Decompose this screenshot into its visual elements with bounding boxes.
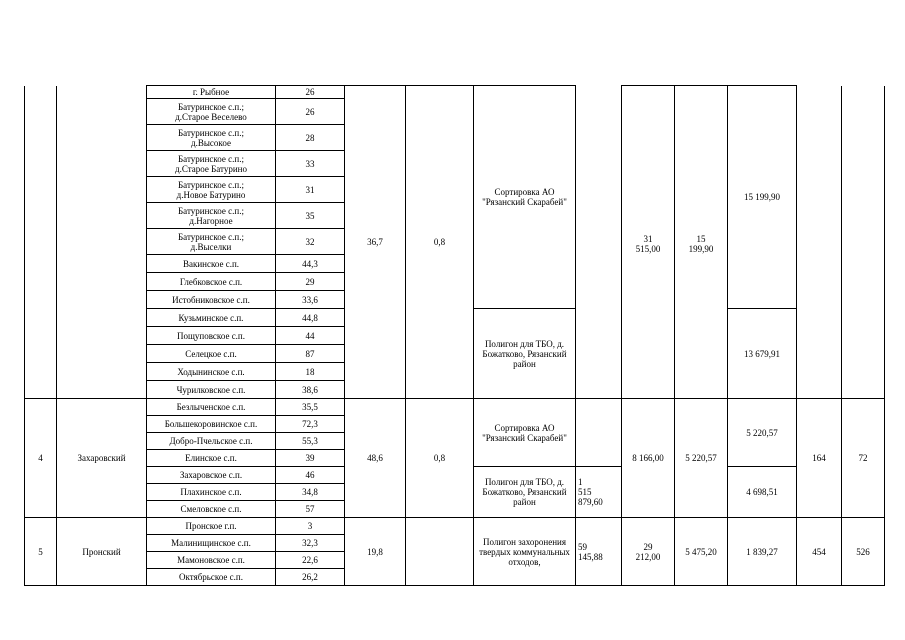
distance-cell: 32 xyxy=(276,229,345,255)
volume-cell: 59 145,88 xyxy=(576,518,622,586)
destination-cell: Сортировка АО "Рязанский Скарабей" xyxy=(474,86,576,309)
settlement-cell: Батуринское с.п.; д.Старое Веселево xyxy=(147,99,276,125)
distance-cell: 31 xyxy=(276,177,345,203)
distance-cell: 35 xyxy=(276,203,345,229)
settlement-cell: г. Рыбное xyxy=(147,86,276,99)
settlement-cell: Вакинское с.п. xyxy=(147,255,276,273)
settlement-cell: Мамоновское с.п. xyxy=(147,552,276,569)
settlement-cell: Малинищинское с.п. xyxy=(147,535,276,552)
col12-cell: 164 xyxy=(797,399,842,518)
distance-cell: 34,8 xyxy=(276,484,345,501)
distance-cell: 26 xyxy=(276,99,345,125)
settlement-cell: Плахинское с.п. xyxy=(147,484,276,501)
settlement-cell: Ходынинское с.п. xyxy=(147,363,276,381)
total-cell: 31 515,00 xyxy=(622,86,675,399)
distance-cell: 33,6 xyxy=(276,291,345,309)
avg-distance-cell: 48,6 xyxy=(345,399,406,518)
distance-cell: 22,6 xyxy=(276,552,345,569)
row-number-cell xyxy=(25,86,57,399)
destination-cell: Полигон захоронения твердых коммунальных отходов, xyxy=(474,518,576,586)
district-cell: Пронский xyxy=(57,518,147,586)
table-row xyxy=(25,399,885,416)
settlement-cell: Батуринское с.п.; д.Новое Батурино xyxy=(147,177,276,203)
coefficient-cell xyxy=(406,518,474,586)
distance-cell: 72,3 xyxy=(276,416,345,433)
distance-cell: 29 xyxy=(276,273,345,291)
settlement-cell: Захаровское с.п. xyxy=(147,467,276,484)
district-cell: Захаровский xyxy=(57,399,147,518)
distance-cell: 44,8 xyxy=(276,309,345,327)
distance-cell: 38,6 xyxy=(276,381,345,399)
col12-cell: 454 xyxy=(797,518,842,586)
settlement-cell: Большекоровинское с.п. xyxy=(147,416,276,433)
col13-cell: 526 xyxy=(842,518,885,586)
subtotal-cell: 4 698,51 xyxy=(728,467,797,518)
subtotal-cell: 15 199,90 xyxy=(728,86,797,309)
row-number-cell: 4 xyxy=(25,399,57,518)
total-cell: 29 212,00 xyxy=(622,518,675,586)
settlement-cell: Батуринское с.п.; д.Старое Батурино xyxy=(147,151,276,177)
settlement-cell: Чурилковское с.п. xyxy=(147,381,276,399)
amount-cell: 5 220,57 xyxy=(675,399,728,518)
distance-cell: 26,2 xyxy=(276,569,345,586)
waste-table xyxy=(24,85,885,586)
settlement-cell: Октябрьское с.п. xyxy=(147,569,276,586)
distance-cell: 39 xyxy=(276,450,345,467)
settlement-cell: Пощуповское с.п. xyxy=(147,327,276,345)
table-row xyxy=(25,518,885,535)
table-row xyxy=(25,86,885,99)
total-cell: 8 166,00 xyxy=(622,399,675,518)
distance-cell: 44 xyxy=(276,327,345,345)
distance-cell: 46 xyxy=(276,467,345,484)
distance-cell: 32,3 xyxy=(276,535,345,552)
volume-cell xyxy=(576,399,622,467)
distance-cell: 35,5 xyxy=(276,399,345,416)
destination-cell: Полигон для ТБО, д. Божатково, Рязанский район xyxy=(474,467,576,518)
settlement-cell: Пронское г.п. xyxy=(147,518,276,535)
amount-cell: 5 475,20 xyxy=(675,518,728,586)
district-cell xyxy=(57,86,147,399)
settlement-cell: Смеловское с.п. xyxy=(147,501,276,518)
settlement-cell: Батуринское с.п.; д.Высокое xyxy=(147,125,276,151)
volume-cell xyxy=(576,86,622,399)
distance-cell: 87 xyxy=(276,345,345,363)
subtotal-cell: 13 679,91 xyxy=(728,309,797,399)
settlement-cell: Глебковское с.п. xyxy=(147,273,276,291)
col13-cell: 72 xyxy=(842,399,885,518)
coefficient-cell: 0,8 xyxy=(406,86,474,399)
volume-cell: 1 515 879,60 xyxy=(576,467,622,518)
coefficient-cell: 0,8 xyxy=(406,399,474,518)
distance-cell: 3 xyxy=(276,518,345,535)
distance-cell: 44,3 xyxy=(276,255,345,273)
settlement-cell: Кузьминское с.п. xyxy=(147,309,276,327)
avg-distance-cell: 36,7 xyxy=(345,86,406,399)
settlement-cell: Безлыченское с.п. xyxy=(147,399,276,416)
row-number-cell: 5 xyxy=(25,518,57,586)
settlement-cell: Елинское с.п. xyxy=(147,450,276,467)
destination-cell: Сортировка АО "Рязанский Скарабей" xyxy=(474,399,576,467)
avg-distance-cell: 19,8 xyxy=(345,518,406,586)
settlement-cell: Батуринское с.п.; д.Выселки xyxy=(147,229,276,255)
distance-cell: 57 xyxy=(276,501,345,518)
subtotal-cell: 5 220,57 xyxy=(728,399,797,467)
settlement-cell: Селецкое с.п. xyxy=(147,345,276,363)
settlement-cell: Истобниковское с.п. xyxy=(147,291,276,309)
col13-cell xyxy=(842,86,885,399)
subtotal-cell: 1 839,27 xyxy=(728,518,797,586)
settlement-cell: Батуринское с.п.; д.Нагорное xyxy=(147,203,276,229)
amount-cell: 15 199,90 xyxy=(675,86,728,399)
distance-cell: 55,3 xyxy=(276,433,345,450)
settlement-cell: Добро-Пчельское с.п. xyxy=(147,433,276,450)
distance-cell: 26 xyxy=(276,86,345,99)
distance-cell: 33 xyxy=(276,151,345,177)
distance-cell: 28 xyxy=(276,125,345,151)
distance-cell: 18 xyxy=(276,363,345,381)
destination-cell: Полигон для ТБО, д. Божатково, Рязанский район xyxy=(474,309,576,399)
col12-cell xyxy=(797,86,842,399)
